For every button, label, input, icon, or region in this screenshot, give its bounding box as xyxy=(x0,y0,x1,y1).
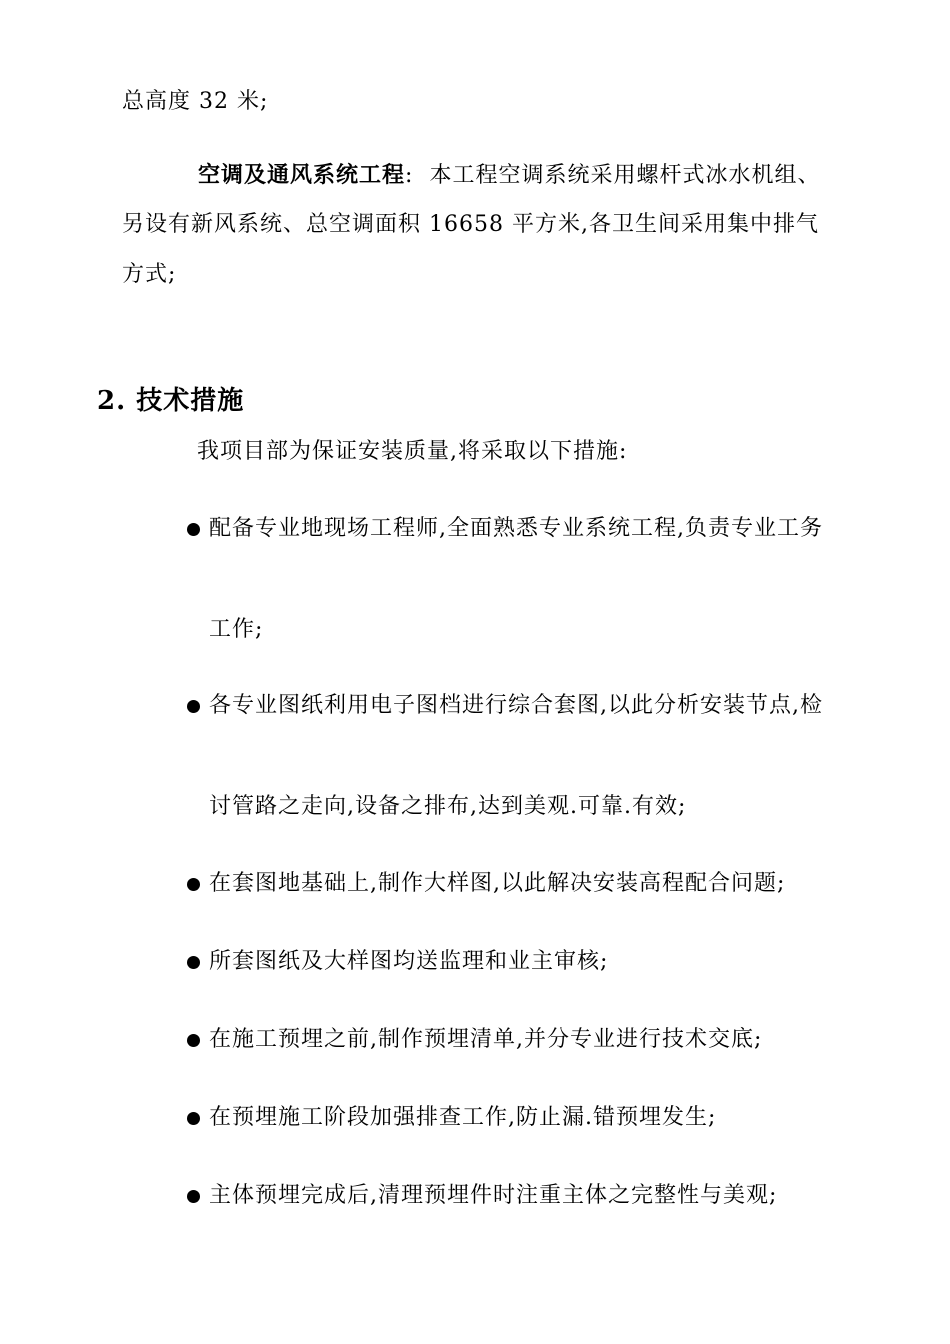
bullet-dot-icon xyxy=(187,700,200,713)
hvac-paragraph-line1 xyxy=(198,160,820,191)
hvac-paragraph-line3: 方式; xyxy=(122,262,177,287)
bullet-item-1-line1: 配备专业地现场工程师,全面熟悉专业系统工程,负责专业工务 xyxy=(209,516,823,541)
hvac-colon: : xyxy=(405,163,414,188)
hvac-paragraph-line2: 另设有新风系统、总空调面积 16658 平方米,各卫生间采用集中排气 xyxy=(122,212,819,237)
bullet-item-4: 所套图纸及大样图均送监理和业主审核; xyxy=(209,949,609,974)
bullet-item-2-line2: 讨管路之走向,设备之排布,达到美观.可靠.有效; xyxy=(209,794,687,819)
bullet-item-3: 在套图地基础上,制作大样图,以此解决安装高程配合问题; xyxy=(209,871,786,896)
bullet-item-1-line2: 工作; xyxy=(209,617,264,642)
hvac-title: 空调及通风系统工程 xyxy=(198,162,406,188)
bullet-item-2-line1: 各专业图纸利用电子图档进行综合套图,以此分析安装节点,检 xyxy=(209,693,823,718)
bullet-item-7: 主体预埋完成后,清理预埋件时注重主体之完整性与美观; xyxy=(209,1183,778,1208)
bullet-dot-icon xyxy=(187,1112,200,1125)
hvac-text-line1: 本工程空调系统采用螺杆式冰水机组、 xyxy=(429,163,821,188)
bullet-dot-icon xyxy=(187,1190,200,1203)
bullet-item-5: 在施工预埋之前,制作预埋清单,并分专业进行技术交底; xyxy=(209,1027,763,1052)
bullet-dot-icon xyxy=(187,1034,200,1047)
section-heading-technical-measures: 2. 技术措施 xyxy=(97,386,245,416)
bullet-dot-icon xyxy=(187,523,200,536)
section-intro: 我项目部为保证安装质量,将采取以下措施: xyxy=(197,439,628,464)
bullet-dot-icon xyxy=(187,956,200,969)
bullet-item-6: 在预埋施工阶段加强排查工作,防止漏.错预埋发生; xyxy=(209,1105,717,1130)
intro-line-height: 总高度 32 米; xyxy=(122,89,269,114)
bullet-dot-icon xyxy=(187,878,200,891)
